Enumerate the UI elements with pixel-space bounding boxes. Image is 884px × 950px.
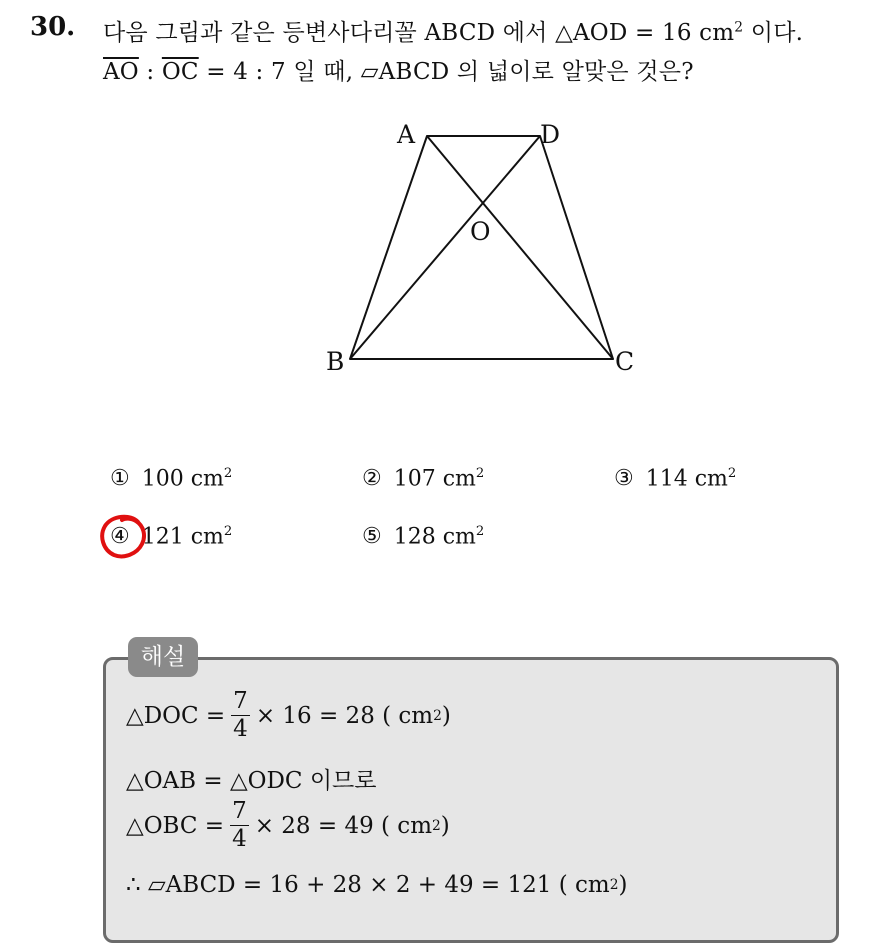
eq1-rhs: × 16 = 28 ( cm bbox=[255, 702, 434, 729]
eq1-denominator: 4 bbox=[233, 716, 248, 742]
solution-equation-4 bbox=[126, 872, 627, 898]
question-line1-superscript: 2 bbox=[734, 19, 744, 36]
solution-equation-2 bbox=[126, 762, 377, 795]
ratio-separator: : bbox=[138, 59, 162, 85]
choice-4-number: ④ bbox=[110, 524, 130, 550]
answer-circle-stroke bbox=[102, 517, 144, 557]
choice-4-superscript: 2 bbox=[223, 524, 233, 539]
diagonal-ac bbox=[427, 136, 613, 359]
segment-ao: $\overline{AO}$ bbox=[103, 59, 139, 85]
solution-equation-1 bbox=[126, 690, 451, 741]
trapezoid-figure bbox=[300, 100, 660, 400]
choice-1[interactable] bbox=[110, 466, 232, 491]
eq3-lhs: △OBC = bbox=[126, 812, 225, 839]
eq4-close: ) bbox=[618, 872, 628, 898]
choice-3-superscript: 2 bbox=[727, 466, 737, 481]
solution-equation-3 bbox=[126, 800, 450, 851]
choice-2-superscript: 2 bbox=[475, 466, 485, 481]
question-line2-rest: = 4 : 7 일 때, ▱ABCD 의 넓이로 알맞은 것은? bbox=[198, 59, 694, 85]
choice-2-number: ② bbox=[362, 466, 382, 492]
eq2-text: △OAB = △ODC 이므로 bbox=[126, 768, 377, 794]
eq1-lhs: △DOC = bbox=[126, 702, 226, 729]
vertex-label-b: B bbox=[326, 347, 345, 376]
vertex-label-a: A bbox=[397, 120, 416, 149]
eq3-numerator: 7 bbox=[232, 798, 247, 824]
vertex-label-d: D bbox=[540, 120, 561, 149]
eq1-fraction bbox=[231, 690, 250, 741]
eq3-superscript: 2 bbox=[432, 817, 441, 834]
eq1-superscript: 2 bbox=[433, 707, 442, 724]
vertex-label-c: C bbox=[615, 347, 635, 376]
question-line1-text: 다음 그림과 같은 등변사다리꼴 ABCD 에서 △AOD = 16 cm bbox=[103, 20, 735, 46]
eq3-rhs: × 28 = 49 ( cm bbox=[254, 812, 432, 839]
question-text-line2 bbox=[103, 53, 694, 86]
segment-oc: $\overline{OC}$ bbox=[161, 59, 199, 85]
answer-circle-mark bbox=[98, 512, 150, 562]
choice-1-superscript: 2 bbox=[223, 466, 233, 481]
diagonal-bd bbox=[350, 136, 540, 359]
choice-3-number: ③ bbox=[614, 466, 634, 492]
choice-2-value: 107 cm bbox=[393, 466, 476, 492]
choice-1-value: 100 cm bbox=[141, 466, 224, 492]
eq3-denominator: 4 bbox=[232, 826, 247, 852]
eq1-close: ) bbox=[441, 702, 451, 729]
eq3-close: ) bbox=[440, 812, 450, 839]
choice-3[interactable] bbox=[614, 466, 736, 491]
choice-3-value: 114 cm bbox=[645, 466, 728, 492]
choice-5-value: 128 cm bbox=[393, 524, 476, 550]
choice-1-number: ① bbox=[110, 466, 130, 492]
trapezoid-outline bbox=[350, 136, 613, 359]
eq1-numerator: 7 bbox=[233, 688, 248, 714]
choice-5[interactable] bbox=[362, 524, 484, 549]
choice-5-number: ⑤ bbox=[362, 524, 382, 550]
solution-tab-label: 해설 bbox=[128, 637, 198, 677]
eq4-superscript: 2 bbox=[609, 877, 619, 893]
question-text-line1 bbox=[103, 14, 803, 47]
point-label-o: O bbox=[470, 217, 491, 246]
choice-5-superscript: 2 bbox=[475, 524, 485, 539]
eq4-text: ∴ ▱ABCD = 16 + 28 × 2 + 49 = 121 ( cm bbox=[126, 872, 610, 898]
choice-4-value: 121 cm bbox=[141, 524, 224, 550]
question-number: 30. bbox=[30, 12, 76, 42]
choice-2[interactable] bbox=[362, 466, 484, 491]
question-line1-end: 이다. bbox=[743, 20, 804, 46]
eq3-fraction bbox=[230, 800, 249, 851]
